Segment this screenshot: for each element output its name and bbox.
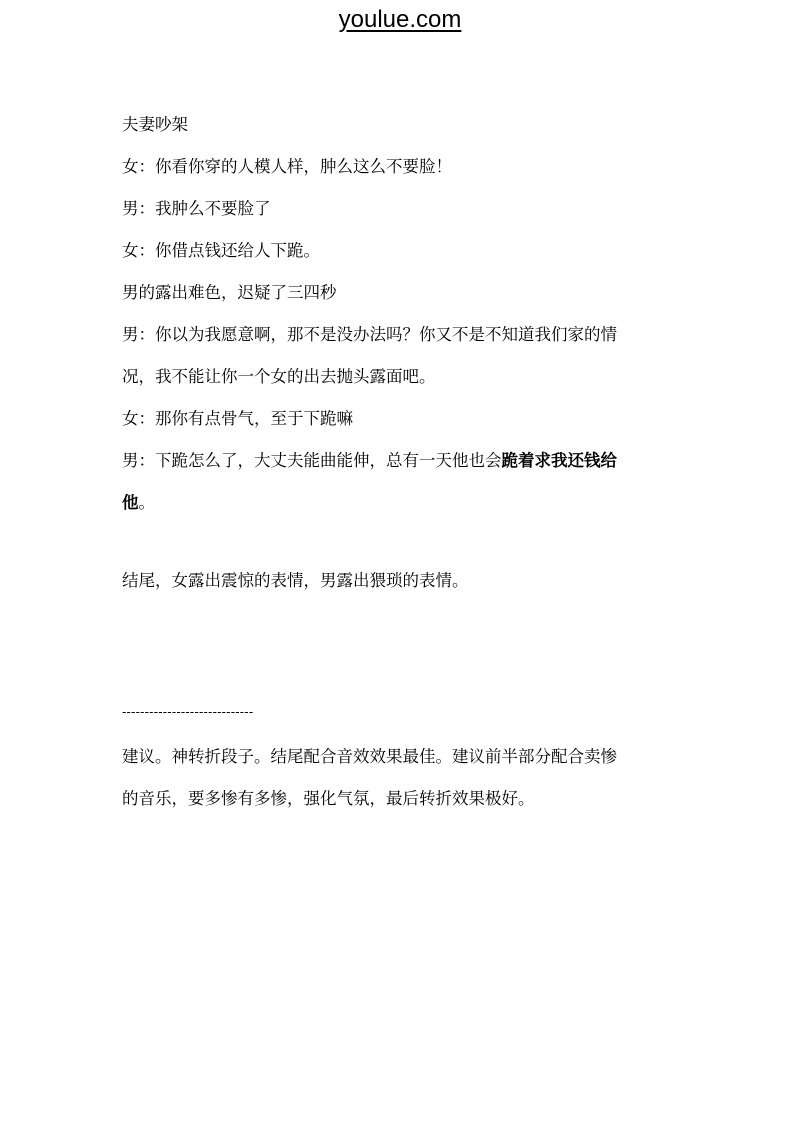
dialogue-line-4b: 况，我不能让你一个女的出去抛头露面吧。 (122, 367, 436, 386)
dialogue-line-6-bold-a: 跪着求我还钱给 (501, 451, 617, 470)
ending-line: 结尾，女露出震惊的表情，男露出猥琐的表情。 (122, 571, 469, 590)
dialogue-line-6-bold-b: 他 (122, 493, 139, 512)
suggestion-line-2: 的音乐，要多惨有多惨，强化气氛，最后转折效果极好。 (122, 789, 535, 808)
divider-line: ----------------------------- (122, 704, 254, 719)
dialogue-line-6-text: 男：下跪怎么了，大丈夫能曲能伸，总有一天他也会 (122, 451, 502, 470)
dialogue-line-6-end: 。 (138, 493, 155, 512)
dialogue-line-3: 女：你借点钱还给人下跪。 (122, 241, 320, 260)
dialogue-line-2: 男：我肿么不要脸了 (122, 199, 271, 218)
spacer (122, 722, 692, 736)
dialogue-line-6a (122, 440, 692, 482)
document-title: 夫妻吵架 (122, 115, 188, 134)
dialogue-line-5: 女：那你有点骨气，至于下跪嘛 (122, 409, 353, 428)
dialogue-line-6b (122, 482, 692, 524)
spacer (122, 602, 692, 702)
narration-line-1: 男的露出难色，迟疑了三四秒 (122, 283, 337, 302)
dialogue-line-4a: 男：你以为我愿意啊，那不是没办法吗？你又不是不知道我们家的情 (122, 325, 617, 344)
spacer (122, 524, 692, 560)
dialogue-line-1: 女：你看你穿的人模人样，肿么这么不要脸！ (122, 157, 452, 176)
site-header-link[interactable]: youlue.com (338, 6, 462, 33)
suggestion-line-1: 建议。神转折段子。结尾配合音效效果最佳。建议前半部分配合卖惨 (122, 747, 617, 766)
document-body (122, 104, 692, 820)
